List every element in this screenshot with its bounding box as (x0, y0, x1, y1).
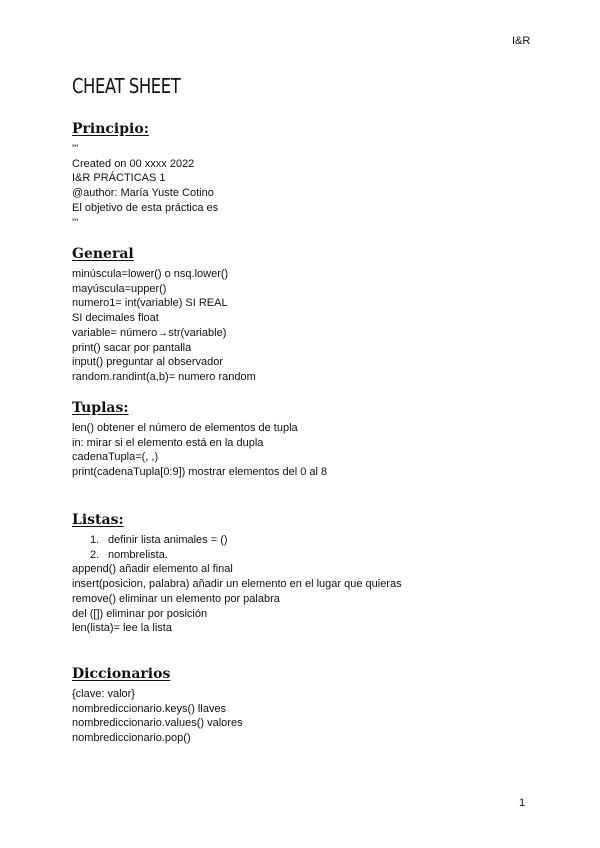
numbered-list (72, 533, 402, 562)
text-line: ''' (72, 143, 79, 155)
text-line: nombrediccionario.pop() (72, 732, 191, 745)
text-line: nombrediccionario.values() valores (72, 717, 243, 730)
text-line: @author: María Yuste Cotino (72, 187, 214, 200)
text-line: len() obtener el número de elementos de tupla (72, 422, 298, 434)
section-heading-principio: Principio: (72, 121, 149, 137)
section-principio (72, 121, 218, 230)
page-title: CHEAT SHEET (72, 74, 181, 98)
text-line: nombrediccionario.keys() llaves (72, 702, 227, 715)
text-line: {clave: valor} (72, 688, 135, 700)
section-heading-general: General (72, 246, 134, 262)
text-line: Created on 00 xxxx 2022 (72, 157, 195, 170)
section-heading-tuplas: Tuplas: (72, 400, 129, 416)
section-diccionarios (72, 666, 243, 746)
text-line: del ([]) eliminar por posición (72, 607, 208, 620)
list-item: nombrelista. (108, 548, 168, 561)
text-line: print() sacar por pantalla (72, 341, 192, 354)
text-line: in: mirar si el elemento está en la dupla (72, 436, 264, 449)
section-heading-listas: Listas: (72, 512, 124, 528)
text-line: print(cadenaTupla[0:9]) mostrar elementos del 0 al 8 (72, 466, 328, 479)
section-general (72, 246, 256, 385)
section-tuplas (72, 400, 327, 480)
text-line: random.randint(a,b)= numero random (72, 370, 256, 383)
text-line: variable= número→str(variable) (72, 326, 227, 339)
text-line: cadenaTupla=(, ,) (72, 451, 159, 464)
page-number: 1 (519, 797, 526, 809)
text-line: SI decimales float (72, 312, 159, 325)
list-item: definir lista animales = () (108, 534, 228, 546)
text-line: El objetivo de esta práctica es (72, 201, 219, 214)
section-heading-diccionarios: Diccionarios (72, 666, 171, 682)
text-line: mayúscula=upper() (72, 282, 167, 295)
text-line: input() preguntar al observador (72, 356, 224, 369)
text-line: len(lista)= lee la lista (72, 622, 172, 635)
text-line: append() añadir elemento al final (72, 563, 233, 576)
text-line: minúscula=lower() o nsq.lower() (72, 268, 229, 280)
text-line: remove() eliminar un elemento por palabra (72, 592, 280, 605)
section-listas (72, 512, 402, 636)
text-line: numero1= int(variable) SI REAL (72, 297, 228, 310)
text-line: ''' (72, 216, 79, 229)
text-line: I&R PRÁCTICAS 1 (72, 172, 166, 185)
text-line: insert(posicion, palabra) añadir un elemento en el lugar que quieras (72, 578, 402, 591)
header-tag: I&R (512, 35, 531, 47)
